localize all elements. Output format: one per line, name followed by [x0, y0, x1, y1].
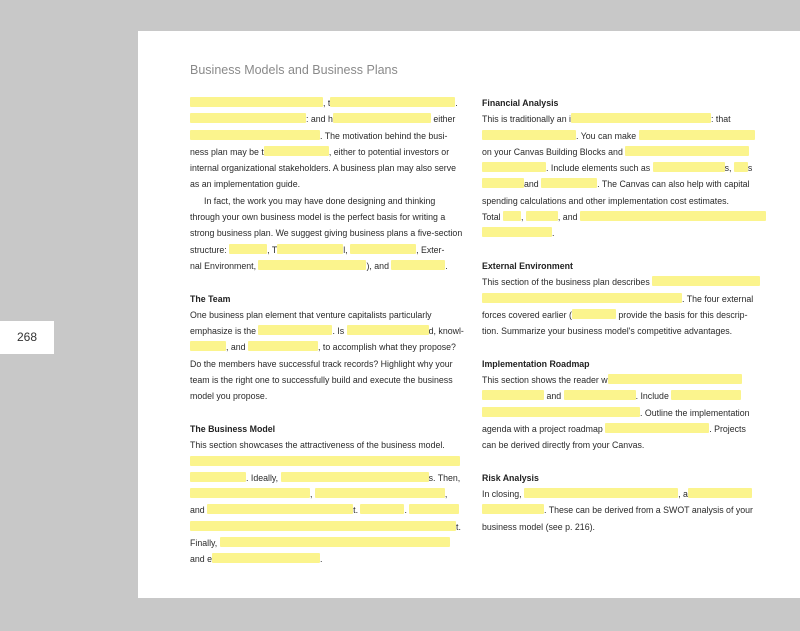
highlight — [190, 130, 320, 140]
highlight — [526, 211, 558, 221]
text-line: Finally, — [190, 535, 465, 551]
running-head: Business Models and Business Plans — [190, 63, 398, 77]
section-heading-team: The Team — [190, 293, 231, 304]
highlight — [605, 423, 709, 433]
text-line: ness plan may be t , either to potential investors or — [190, 146, 450, 157]
text-line: business model (see p. 216). — [482, 521, 595, 532]
highlight — [347, 325, 429, 335]
highlight — [190, 488, 310, 498]
highlight — [190, 341, 226, 351]
highlight — [409, 504, 459, 514]
highlight — [333, 113, 431, 123]
text-line: . Outline the implementation — [482, 405, 762, 421]
highlight — [572, 309, 616, 319]
highlight — [482, 390, 544, 400]
text-line: This section showcases the attractiveness of the business model. — [190, 440, 445, 451]
section-heading-financial-analysis: Financial Analysis — [482, 98, 559, 108]
text-line: . The four external — [482, 291, 762, 307]
text-line: through your own business model is the perfect basis for writing a — [190, 212, 446, 223]
section-heading-risk-analysis: Risk Analysis — [482, 472, 539, 483]
highlight — [277, 244, 343, 254]
text-line: Total , , and — [482, 209, 762, 225]
text-line: as an implementation guide. — [190, 179, 301, 190]
highlight — [190, 113, 306, 123]
text-line: internal organizational stakeholders. A business plan may also serve — [190, 163, 457, 174]
text-line: . The motivation behind the busi- — [190, 128, 465, 144]
text-line: . Include elements such as s, s — [482, 160, 762, 176]
text-line: , , — [190, 486, 465, 502]
highlight — [653, 162, 725, 172]
highlight — [360, 504, 404, 514]
highlight — [229, 244, 267, 254]
text-line: This section shows the reader w — [482, 372, 762, 388]
text-line: structure: , T l, , Exter- — [190, 244, 445, 255]
text-line: This is traditionally an i : that — [482, 114, 731, 125]
text-line: . These can be derived from a SWOT analysis of your — [482, 502, 762, 518]
highlight — [482, 178, 524, 188]
highlight — [330, 97, 455, 107]
highlight — [482, 407, 640, 417]
highlight — [482, 504, 544, 514]
highlight — [652, 276, 760, 286]
highlight — [212, 553, 320, 563]
text-line: model you propose. — [190, 391, 268, 402]
section-heading-business-model: The Business Model — [190, 423, 276, 434]
text-line: t. — [190, 519, 465, 535]
highlight — [524, 488, 678, 498]
text-line: strong business plan. We suggest giving business plans a five-section — [190, 228, 463, 239]
text-line — [190, 454, 465, 470]
text-line: and . Include — [482, 388, 762, 404]
highlight — [248, 341, 318, 351]
text-line: In closing, , a — [482, 486, 762, 502]
left-column — [190, 95, 465, 568]
text-line: , t . — [190, 95, 465, 111]
highlight — [264, 146, 329, 156]
highlight — [734, 162, 748, 172]
highlight — [258, 260, 366, 270]
highlight — [688, 488, 752, 498]
text-line: . Ideally, s. Then, — [190, 470, 465, 486]
text-line: tion. Summarize your business model's competitive advantages. — [482, 326, 733, 337]
highlight — [391, 260, 445, 270]
highlight — [625, 146, 749, 156]
text-line: Do the members have successful track records? Highlight why your — [190, 358, 453, 369]
text-line: In fact, the work you may have done designing and thinking — [204, 195, 436, 206]
text-line: This section of the business plan describes — [482, 274, 762, 290]
page-number: 268 — [16, 330, 38, 344]
text-line: spending calculations and other implementation cost estimates. — [482, 195, 729, 206]
text-line: on your Canvas Building Blocks and — [482, 144, 762, 160]
highlight — [639, 130, 755, 140]
highlight — [580, 211, 766, 221]
highlight — [315, 488, 445, 498]
highlight — [258, 325, 332, 335]
highlight — [482, 162, 546, 172]
highlight — [608, 374, 742, 384]
highlight — [190, 456, 460, 466]
highlight — [190, 472, 246, 482]
page-number-box — [0, 321, 54, 354]
highlight — [564, 390, 636, 400]
text-line: and e . — [190, 554, 323, 565]
text-line: can be derived directly from your Canvas. — [482, 440, 645, 451]
text-line: , and , to accomplish what they propose? — [190, 339, 465, 355]
text-line: and t. . — [190, 502, 465, 518]
text-line: agenda with a project roadmap . Projects — [482, 423, 746, 434]
highlight — [350, 244, 416, 254]
highlight — [207, 504, 353, 514]
highlight — [190, 97, 323, 107]
highlight — [671, 390, 741, 400]
highlight — [503, 211, 521, 221]
highlight — [571, 113, 711, 123]
text-line: One business plan element that venture capitalists particularly — [190, 309, 432, 320]
section-heading-external-environment: External Environment — [482, 260, 573, 271]
text-line: . You can make — [482, 128, 762, 144]
highlight — [281, 472, 429, 482]
text-line: . — [482, 225, 762, 241]
highlight — [541, 178, 597, 188]
text-line: nal Environment, ), and . — [190, 260, 448, 271]
text-line: team is the right one to successfully build and execute the business — [190, 375, 453, 386]
text-line: : and h either — [190, 111, 465, 127]
highlight — [482, 293, 682, 303]
text-line: forces covered earlier ( provide the basis for this descrip- — [482, 309, 748, 320]
section-heading-implementation-roadmap: Implementation Roadmap — [482, 358, 590, 369]
right-column — [482, 95, 762, 535]
book-page — [138, 31, 800, 598]
text-line: and . The Canvas can also help with capital — [482, 176, 762, 192]
highlight — [220, 537, 450, 547]
highlight — [482, 130, 576, 140]
highlight — [482, 227, 552, 237]
highlight — [190, 521, 456, 531]
text-line: emphasize is the . Is d, knowl- — [190, 326, 464, 337]
